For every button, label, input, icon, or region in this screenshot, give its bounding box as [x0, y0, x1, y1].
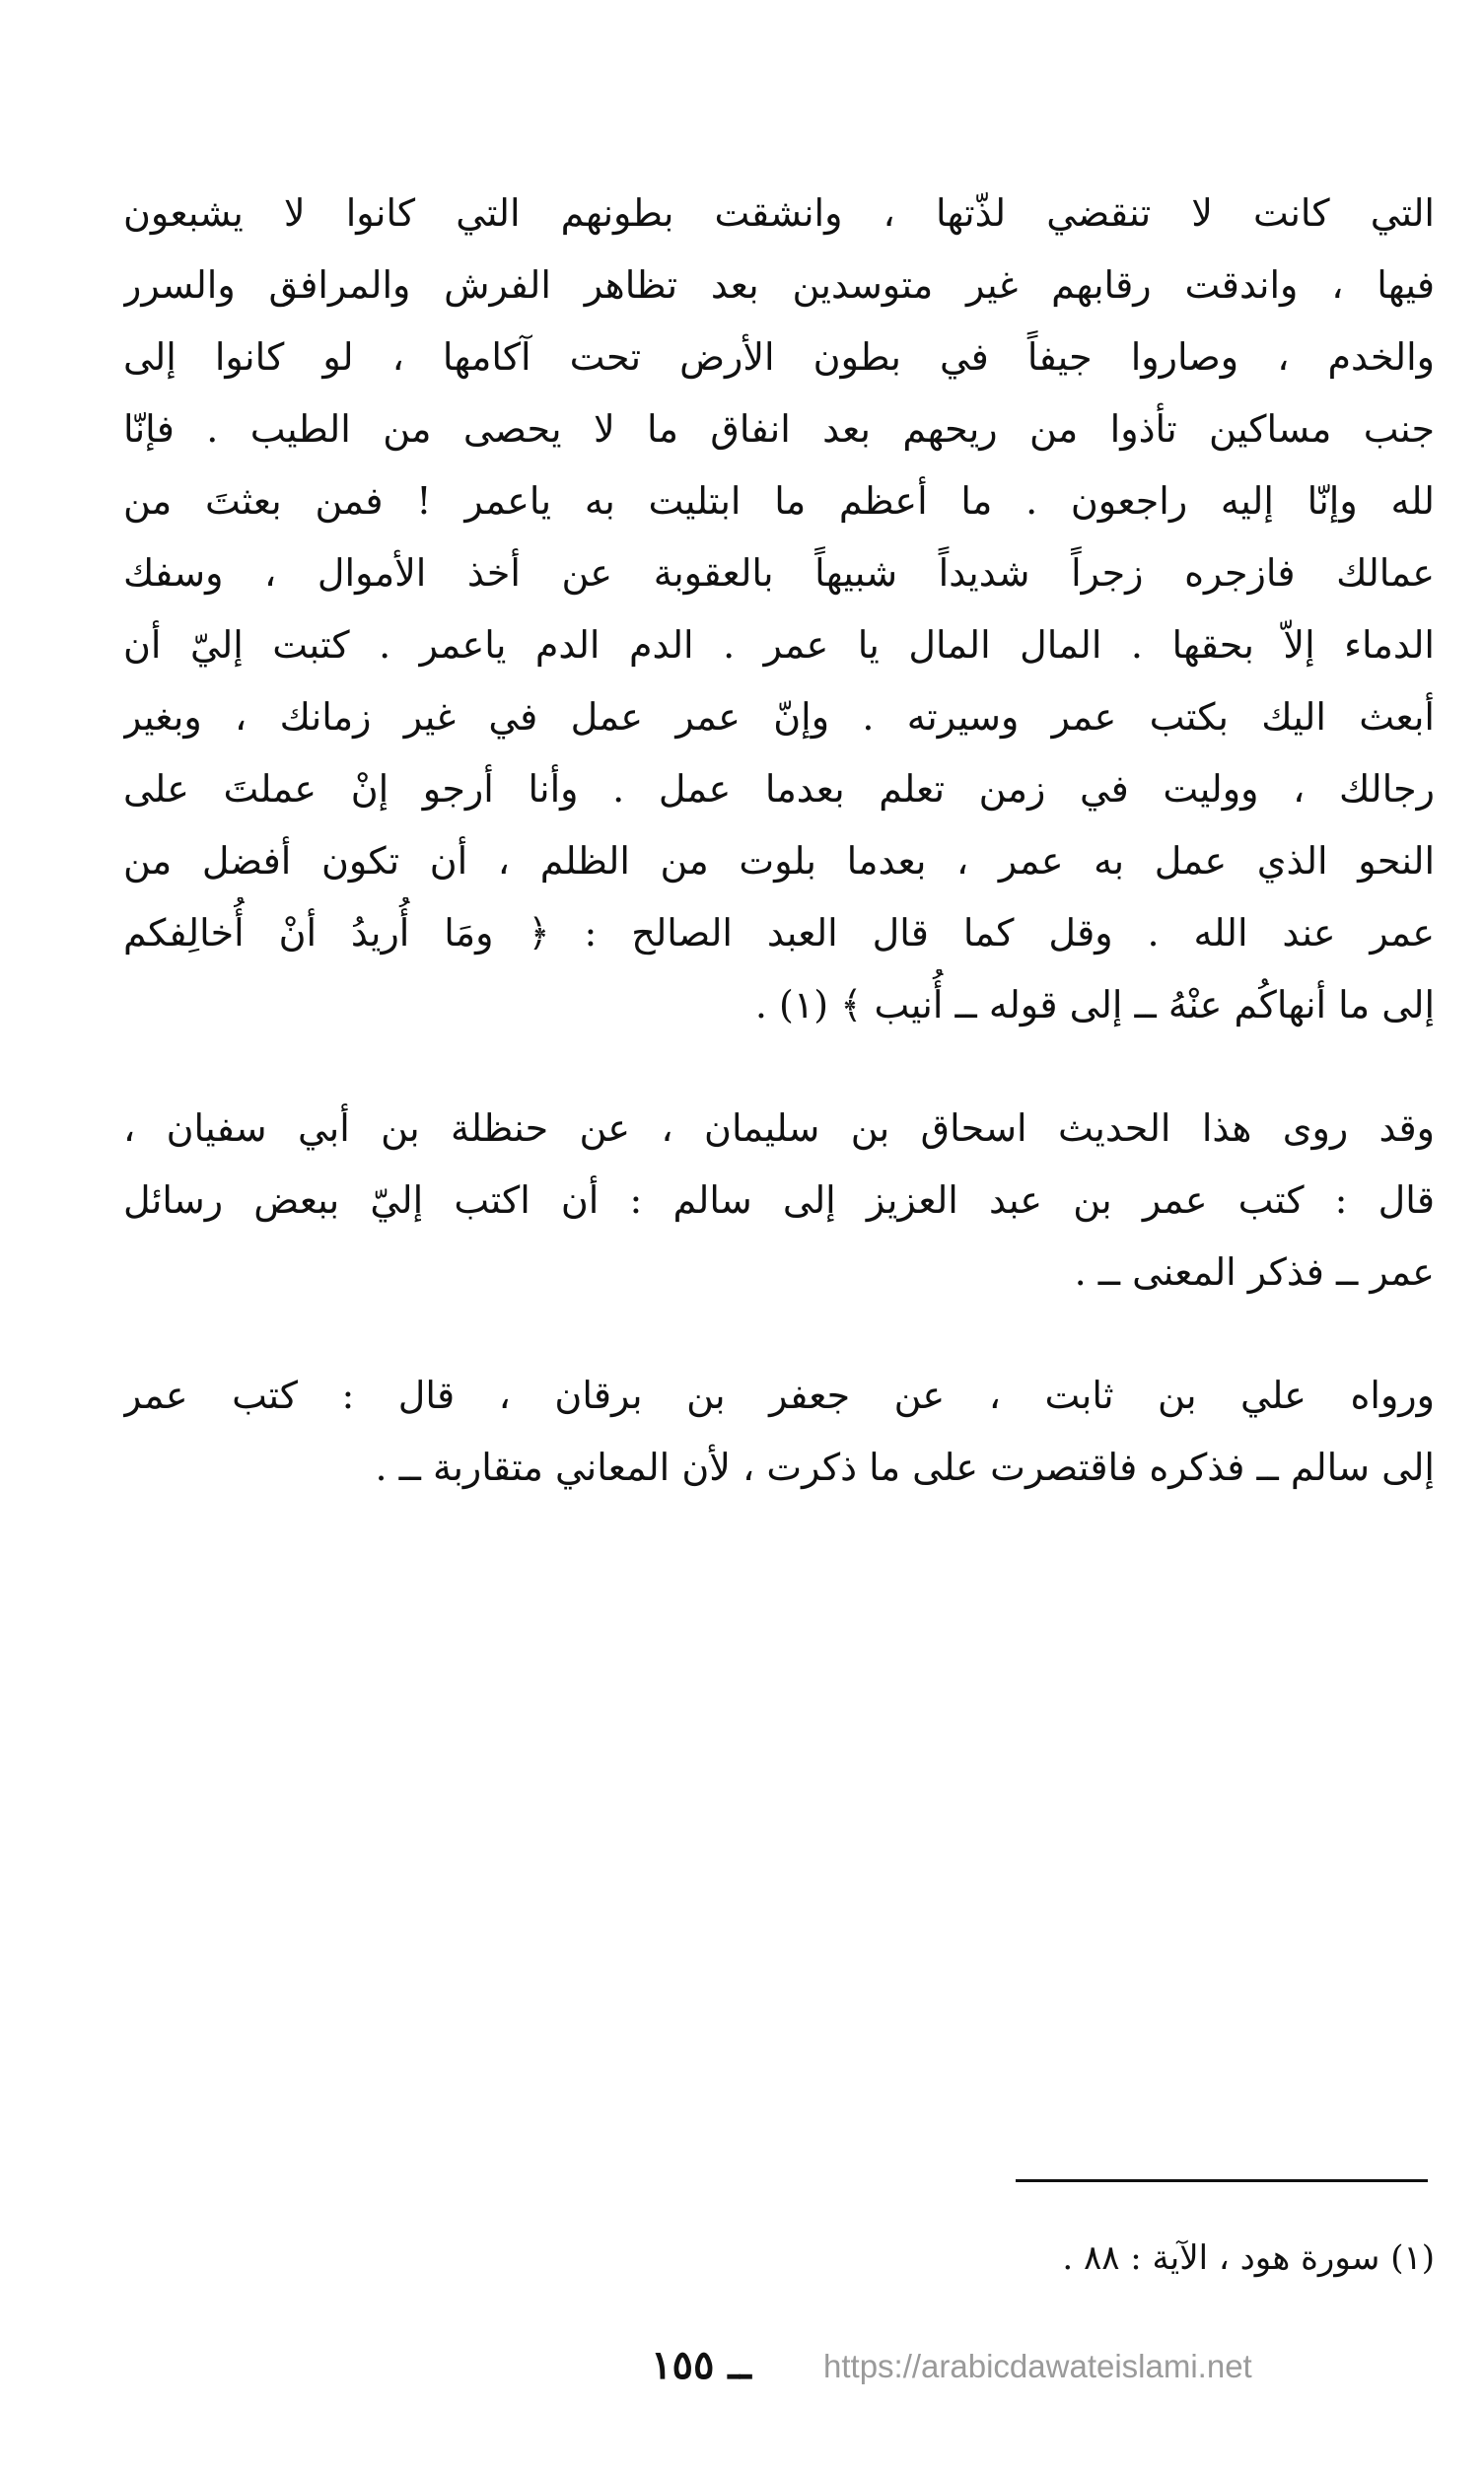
paragraph — [123, 177, 1435, 1041]
text-line: الدماء إلاّ بحقها . المال المال يا عمر . الدم الدم ياعمر . كتبت إليّ أن — [123, 623, 1435, 667]
text-line: فيها ، واندقت رقابهم غير متوسدين بعد تظاهر الفرش والمرافق والسرر — [123, 263, 1435, 307]
paragraph — [123, 1093, 1435, 1309]
page-number: ــ ١٥٥ — [651, 2342, 751, 2388]
text-line: عمر ــ فذكر المعنى ــ . — [1074, 1250, 1435, 1294]
text-line: والخدم ، وصاروا جيفاً في بطون الأرض تحت آكامها ، لو كانوا إلى — [123, 335, 1435, 379]
text-line: التي كانت لا تنقضي لذّتها ، وانشقت بطونهم التي كانوا لا يشبعون — [123, 191, 1435, 235]
watermark-url[interactable]: https://arabicdawateislami.net — [823, 2348, 1252, 2384]
footnote-divider — [1016, 2179, 1428, 2182]
text-line: وقد روى هذا الحديث اسحاق بن سليمان ، عن حنظلة بن أبي سفيان ، — [123, 1106, 1435, 1150]
text-line: رجالك ، ووليت في زمن تعلم بعدما عمل . وأنا أرجو إنْ عملتَ على — [123, 767, 1435, 811]
text-line: إلى سالم ــ فذكره فاقتصرت على ما ذكرت ، لأن المعاني متقاربة ــ . — [375, 1446, 1435, 1489]
page-footer — [0, 2342, 1484, 2401]
text-line: عمالك فازجره زجراً شديداً شبيهاً بالعقوبة عن أخذ الأموال ، وسفك — [123, 551, 1435, 595]
footnote: (١) سورة هود ، الآية : ٨٨ . — [1062, 2238, 1435, 2278]
text-line: عمر عند الله . وقل كما قال العبد الصالح : ﴿ ومَا أُريدُ أنْ أُخالِفكم — [123, 911, 1435, 955]
text-line: لله وإنّا إليه راجعون . ما أعظم ما ابتليت به ياعمر ! فمن بعثتَ من — [123, 479, 1435, 523]
main-text — [123, 177, 1435, 1504]
text-line: ورواه علي بن ثابت ، عن جعفر بن برقان ، قال : كتب عمر — [123, 1374, 1435, 1417]
text-line: إلى ما أنهاكُم عنْهُ ــ إلى قوله ــ أُنيب ﴾ (١) . — [754, 983, 1435, 1027]
text-line: جنب مساكين تأذوا من ريحهم بعد انفاق ما لا يحصى من الطيب . فإنّا — [123, 407, 1435, 451]
text-line: قال : كتب عمر بن عبد العزيز إلى سالم : أن اكتب إليّ ببعض رسائل — [123, 1178, 1435, 1222]
text-line: النحو الذي عمل به عمر ، بعدما بلوت من الظلم ، أن تكون أفضل من — [123, 839, 1435, 883]
paragraph — [123, 1360, 1435, 1504]
text-line: أبعث اليك بكتب عمر وسيرته . وإنّ عمر عمل في غير زمانك ، وبغير — [123, 695, 1435, 739]
